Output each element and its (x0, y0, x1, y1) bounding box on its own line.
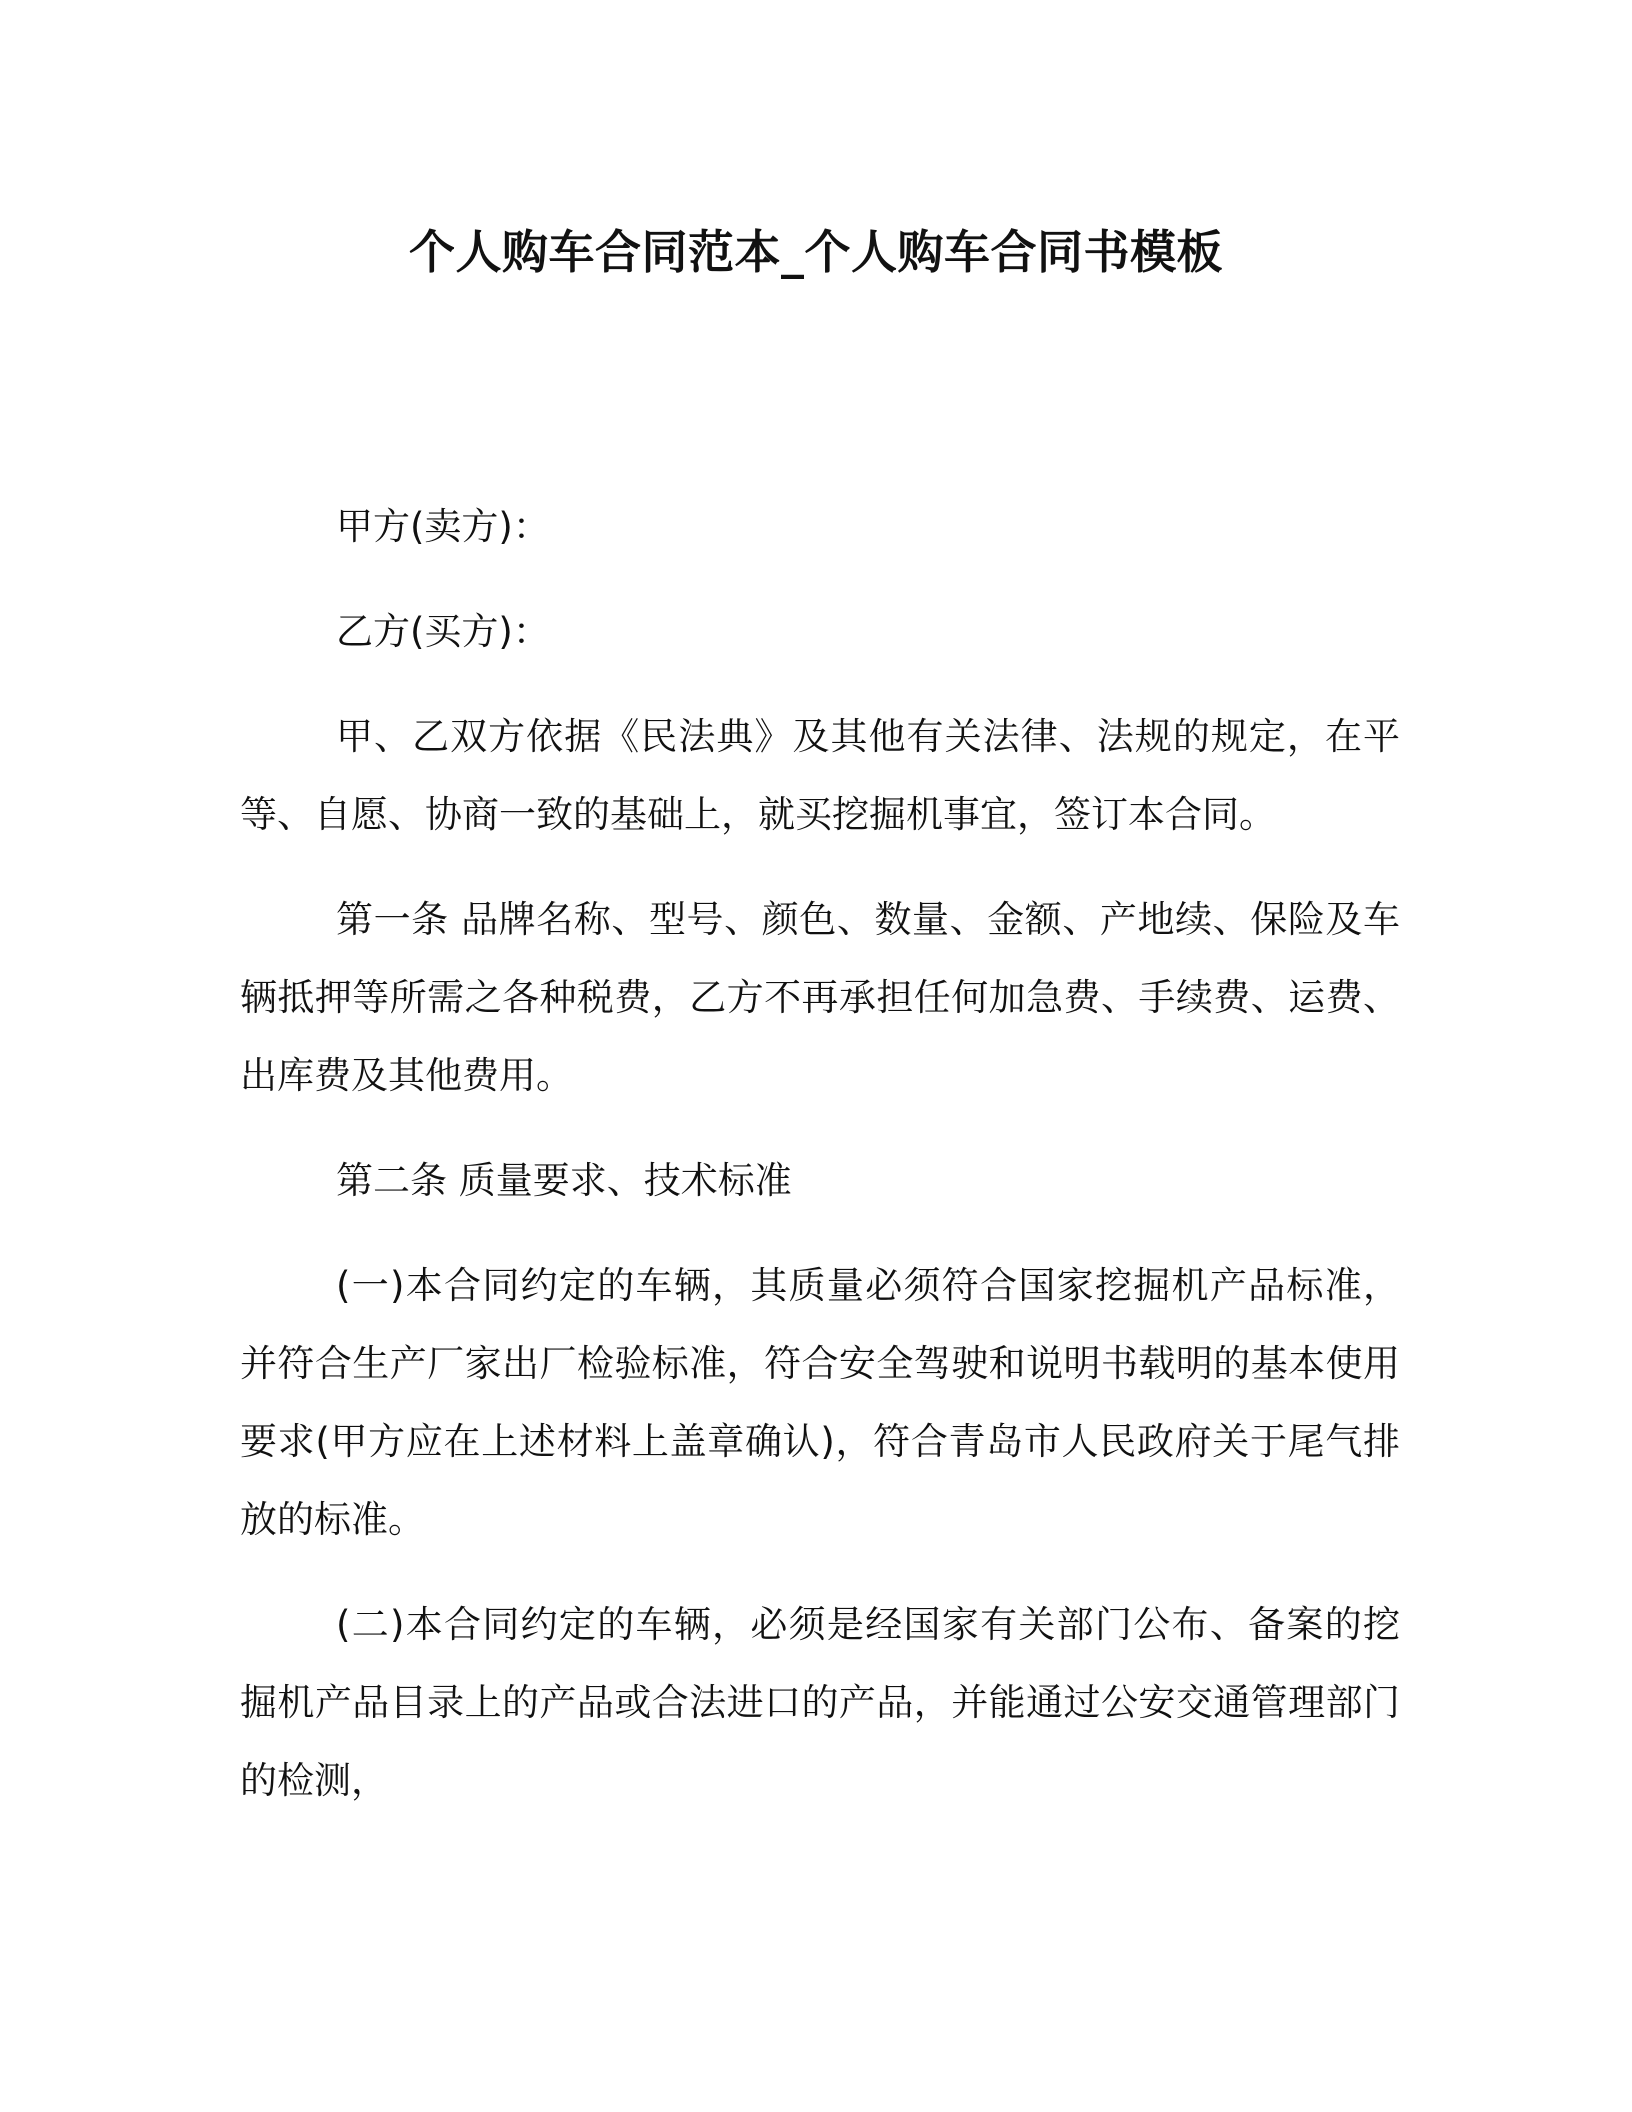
article-one-paragraph: 第一条 品牌名称、型号、颜色、数量、金额、产地续、保险及车辆抵押等所需之各种税费，乙方不再承担任何加急费、手续费、运费、出库费及其他费用。 (240, 898, 1400, 1097)
party-a-line: 甲方(卖方)： (336, 505, 550, 548)
article-two-item-one: (一)本合同约定的车辆，其质量必须符合国家挖掘机产品标准，并符合生产厂家出厂检验标准，符合安全驾驶和说明书载明的基本使用要求(甲方应在上述材料上盖章确认)，符合青岛市人民政府关于尾气排放的标准。 (240, 1264, 1400, 1541)
party-b-line: 乙方(买方)： (336, 610, 550, 653)
document-title: 个人购车合同范本_个人购车合同书模板 (409, 225, 1223, 279)
preamble-paragraph: 甲、乙双方依据《民法典》及其他有关法律、法规的规定，在平等、自愿、协商一致的基础上，就买挖掘机事宜，签订本合同。 (240, 715, 1400, 836)
article-two-item-two: (二)本合同约定的车辆，必须是经国家有关部门公布、备案的挖掘机产品目录上的产品或合法进口的产品，并能通过公安交通管理部门的检测， (240, 1603, 1400, 1802)
document-body (240, 488, 1400, 1847)
article-two-heading: 第二条 质量要求、技术标准 (336, 1159, 792, 1202)
